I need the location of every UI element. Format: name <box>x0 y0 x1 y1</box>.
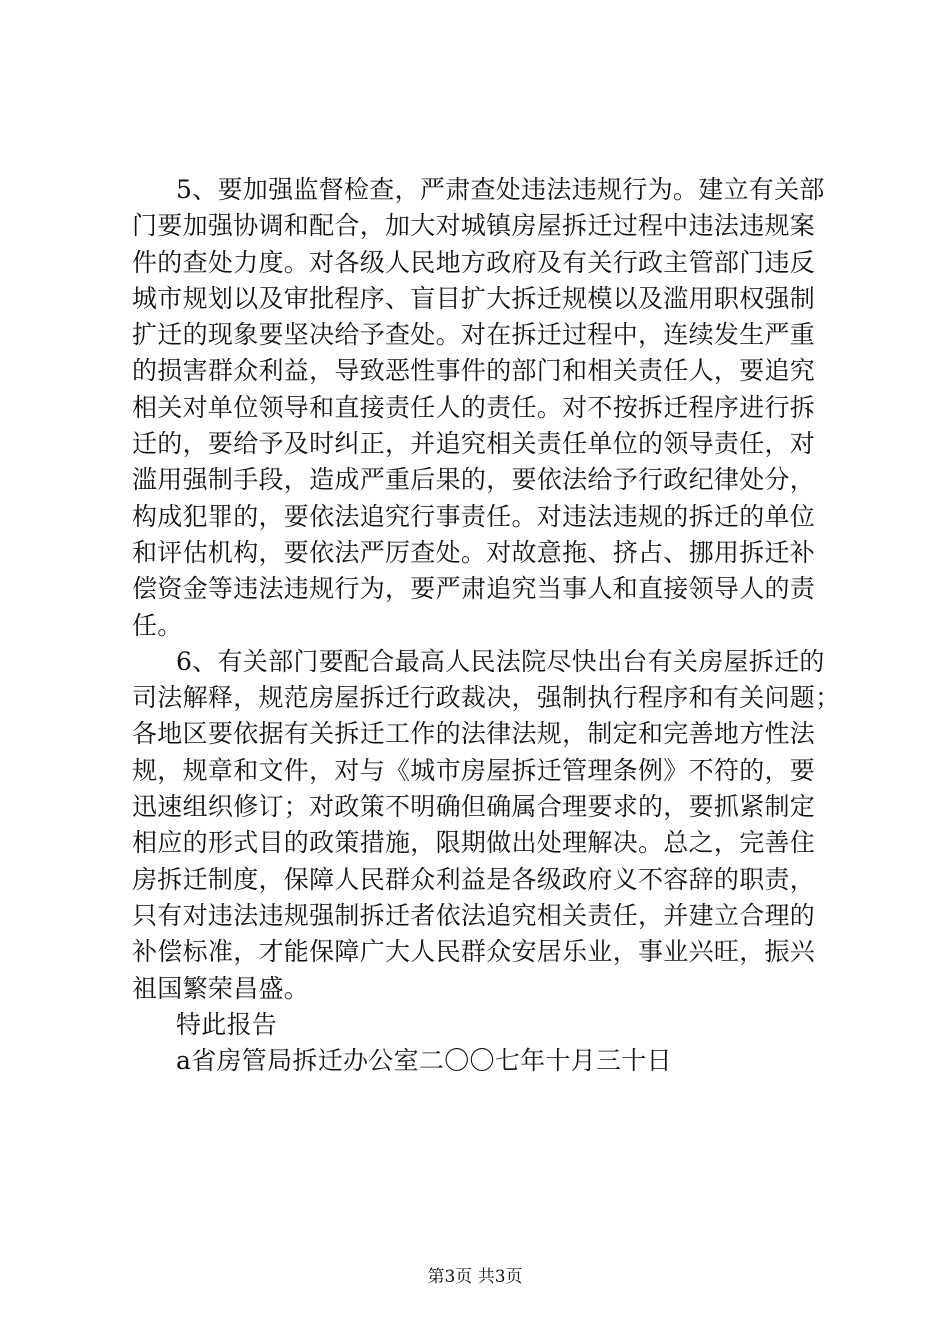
paragraph-5-line-5: 扩迁的现象要坚决给予查处。对在拆迁过程中，连续发生严重 <box>132 320 816 350</box>
paragraph-5-line-4: 城市规划以及审批程序、盲目扩大拆迁规模以及滥用职权强制 <box>132 283 816 313</box>
paragraph-5-line-3: 件的查处力度。对各级人民地方政府及有关行政主管部门违反 <box>132 247 816 277</box>
paragraph-6-line-5: 迅速组织修订；对政策不明确但确属合理要求的，要抓紧制定 <box>132 792 816 822</box>
paragraph-5-line-11: 和评估机构，要依法严厉查处。对故意拖、挤占、挪用拆迁补 <box>132 537 816 567</box>
paragraph-6-line-9: 补偿标准，才能保障广大人民群众安居乐业，事业兴旺，振兴 <box>132 937 816 967</box>
paragraph-5-line-6: 的损害群众利益，导致恶性事件的部门和相关责任人，要追究 <box>132 356 816 386</box>
paragraph-5-line-8: 迁的，要给予及时纠正，并追究相关责任单位的领导责任，对 <box>132 429 816 459</box>
paragraph-6-line-10: 祖国繁荣昌盛。 <box>132 973 310 1003</box>
paragraph-5-line-10: 构成犯罪的，要依法追究行事责任。对违法违规的拆迁的单位 <box>132 501 816 531</box>
paragraph-6-line-6: 相应的形式目的政策措施，限期做出处理解决。总之，完善住 <box>132 828 816 858</box>
paragraph-5-line-13: 任。 <box>132 610 183 640</box>
paragraph-5-line-12: 偿资金等违法违规行为，要严肃追究当事人和直接领导人的责 <box>132 574 816 604</box>
closing-statement: 特此报告 <box>176 1009 278 1039</box>
paragraph-5-line-9: 滥用强制手段，造成严重后果的，要依法给予行政纪律处分， <box>132 465 816 495</box>
signature-and-date: a省房管局拆迁办公室二〇〇七年十月三十日 <box>176 1046 672 1076</box>
page-footer: 第3页 共3页 <box>427 1267 523 1287</box>
paragraph-6-line-3: 各地区要依据有关拆迁工作的法律法规，制定和完善地方性法 <box>132 719 816 749</box>
document-body <box>132 172 841 1079</box>
paragraph-5-line-7: 相关对单位领导和直接责任人的责任。对不按拆迁程序进行拆 <box>132 392 816 422</box>
paragraph-6-line-2: 司法解释，规范房屋拆迁行政裁决，强制执行程序和有关问题； <box>132 683 841 713</box>
paragraph-6-line-8: 只有对违法违规强制拆迁者依法追究相关责任，并建立合理的 <box>132 900 816 930</box>
paragraph-6-line-4: 规，规章和文件，对与《城市房屋拆迁管理条例》不符的，要 <box>132 755 816 785</box>
paragraph-5-line-1: 5、要加强监督检查，严肃查处违法违规行为。建立有关部 <box>176 175 825 204</box>
paragraph-5-line-2: 门要加强协调和配合，加大对城镇房屋拆迁过程中违法违规案 <box>132 211 816 241</box>
paragraph-6-line-1: 6、有关部门要配合最高人民法院尽快出台有关房屋拆迁的 <box>176 646 825 676</box>
paragraph-6-line-7: 房拆迁制度，保障人民群众利益是各级政府义不容辞的职责， <box>132 864 816 894</box>
